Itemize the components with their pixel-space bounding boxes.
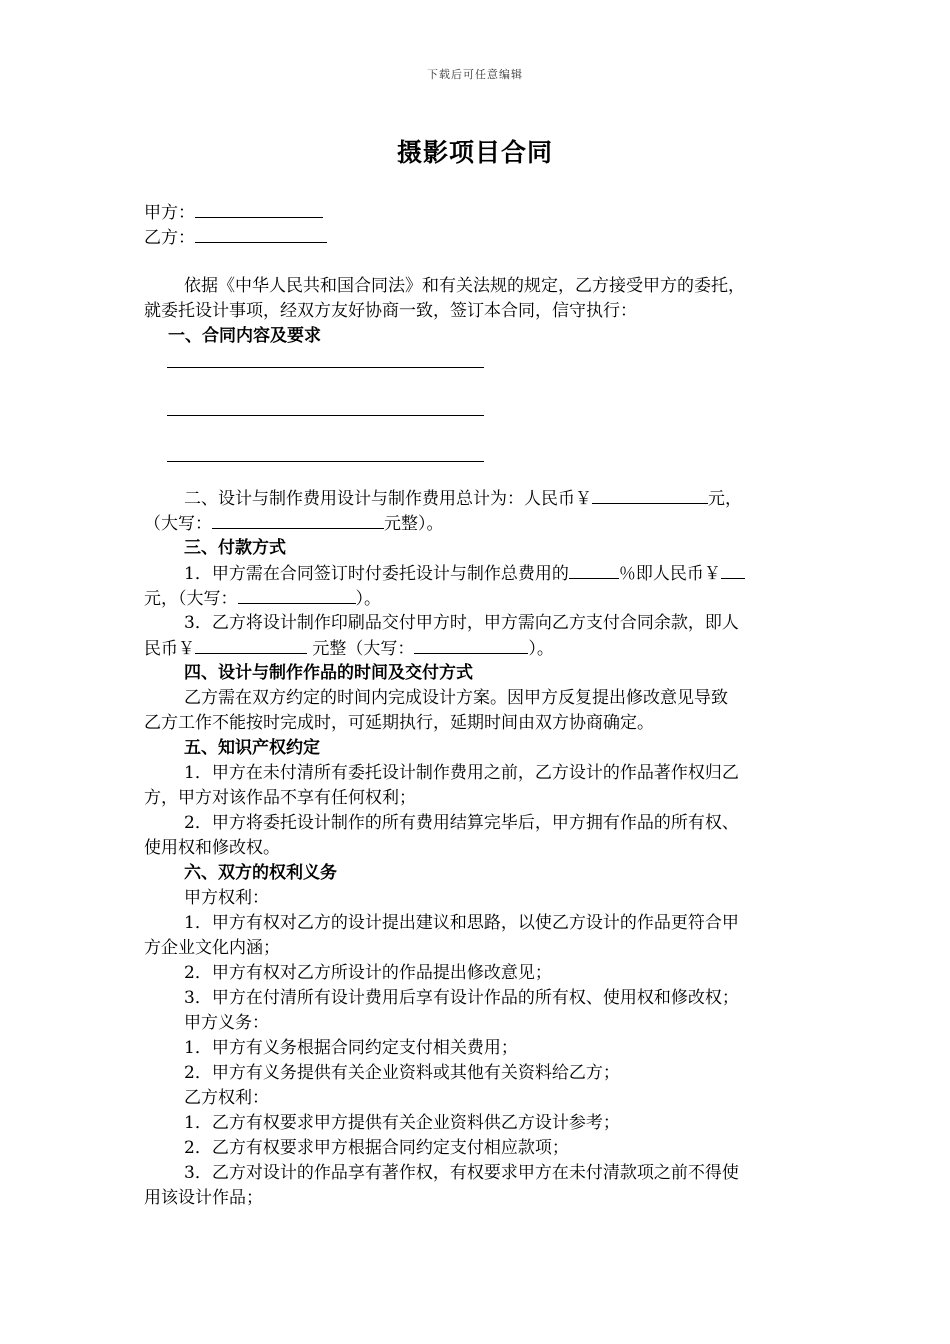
party-b-blank	[195, 225, 327, 243]
section-2-capital-suffix: 元整）。	[384, 514, 444, 534]
party-b-label: 乙方：	[144, 228, 195, 248]
party-a-label: 甲方：	[144, 203, 195, 223]
document-title: 摄影项目合同	[396, 138, 553, 167]
section-2-line-1	[144, 486, 810, 511]
party-b-line	[144, 225, 544, 250]
section-3-item-1-line-2	[144, 586, 810, 611]
party-a-line	[144, 200, 544, 225]
party-a-rights-label: 甲方权利：	[184, 888, 269, 908]
section-3-item-3-line-2	[144, 636, 810, 661]
content-blank-line-1	[167, 367, 484, 368]
section-5-item-2-line-2: 使用权和修改权。	[144, 838, 280, 858]
party-b-right-2: 2．乙方有权要求甲方根据合同约定支付相应款项；	[184, 1138, 569, 1158]
section-4-heading: 四、设计与制作作品的时间及交付方式	[184, 663, 473, 683]
party-a-right-3: 3．甲方在付清所有设计费用后享有设计作品的所有权、使用权和修改权；	[184, 988, 739, 1008]
party-a-duty-1: 1．甲方有义务根据合同约定支付相关费用；	[184, 1038, 518, 1058]
party-a-duties-label: 甲方义务：	[184, 1013, 269, 1033]
section-3-item-3-capital-suffix: ）。	[528, 639, 554, 659]
deposit-percent-blank	[569, 561, 619, 579]
content-blank-line-2	[167, 415, 484, 416]
party-a-right-1-line-1: 1．甲方有权对乙方的设计提出建议和思路，以使乙方设计的作品更符合甲	[184, 913, 739, 933]
section-3-item-1-rmb: ％即人民币￥	[618, 564, 721, 584]
section-6-heading: 六、双方的权利义务	[184, 863, 337, 883]
section-4-line-2: 乙方工作不能按时完成时，可延期执行，延期时间由双方协商确定。	[144, 713, 654, 733]
party-b-right-3-line-2: 用该设计作品；	[144, 1188, 263, 1208]
section-3-item-3-capital-label: 元整（大写：	[307, 639, 415, 659]
party-a-right-2: 2．甲方有权对乙方所设计的作品提出修改意见；	[184, 963, 552, 983]
section-1-heading: 一、合同内容及要求	[168, 326, 321, 346]
section-2-capital-label: （大写：	[144, 514, 212, 534]
party-b-right-1: 1．乙方有权要求甲方提供有关企业资料供乙方设计参考；	[184, 1113, 620, 1133]
section-2-unit: 元，	[708, 489, 742, 509]
page-header-note: 下载后可任意编辑	[427, 68, 523, 81]
total-fee-blank	[592, 486, 708, 504]
intro-paragraph	[144, 274, 810, 349]
content-blank-line-3	[167, 461, 484, 462]
intro-line-1: 依据《中华人民共和国合同法》和有关法规的规定，乙方接受甲方的委托，	[184, 276, 745, 296]
section-2-line-2	[144, 511, 810, 536]
deposit-capital-blank	[238, 586, 356, 604]
section-3-item-3-rmb: 民币￥	[144, 639, 195, 659]
section-3-item-3-line-1: 3．乙方将设计制作印刷品交付甲方时，甲方需向乙方支付合同余款，即人	[184, 613, 739, 633]
deposit-amount-blank	[721, 561, 745, 579]
party-a-right-1-line-2: 方企业文化内涵；	[144, 938, 280, 958]
section-3-item-1-capital-suffix: ）。	[355, 589, 381, 609]
intro-line-2: 就委托设计事项，经双方友好协商一致，签订本合同，信守执行：	[144, 301, 637, 321]
section-2-text: 二、设计与制作费用设计与制作费用总计为：人民币￥	[184, 489, 592, 509]
section-3-item-1-capital-label: 元，（大写：	[144, 589, 238, 609]
party-b-rights-label: 乙方权利：	[184, 1088, 269, 1108]
parties-block	[144, 200, 544, 250]
section-5-item-2-line-1: 2．甲方将委托设计制作的所有费用结算完毕后，甲方拥有作品的所有权、	[184, 813, 739, 833]
party-a-blank	[195, 200, 323, 218]
section-3-heading: 三、付款方式	[184, 538, 286, 558]
section-4-line-1: 乙方需在双方约定的时间内完成设计方案。因甲方反复提出修改意见导致	[184, 688, 728, 708]
party-b-right-3-line-1: 3．乙方对设计的作品享有著作权，有权要求甲方在未付清款项之前不得使	[184, 1163, 739, 1183]
section-5-item-1-line-2: 方，甲方对该作品不享有任何权利；	[144, 788, 416, 808]
balance-capital-blank	[414, 636, 528, 654]
section-3-item-1-line-1	[144, 561, 810, 586]
section-5-item-1-line-1: 1．甲方在未付清所有委托设计制作费用之前，乙方设计的作品著作权归乙	[184, 763, 739, 783]
party-a-duty-2: 2．甲方有义务提供有关企业资料或其他有关资料给乙方；	[184, 1063, 620, 1083]
main-clauses	[144, 486, 810, 1211]
section-3-item-1-text: 1．甲方需在合同签订时付委托设计与制作总费用的	[184, 564, 569, 584]
total-fee-capital-blank	[212, 511, 384, 529]
balance-amount-blank	[195, 636, 307, 654]
section-5-heading: 五、知识产权约定	[184, 738, 320, 758]
